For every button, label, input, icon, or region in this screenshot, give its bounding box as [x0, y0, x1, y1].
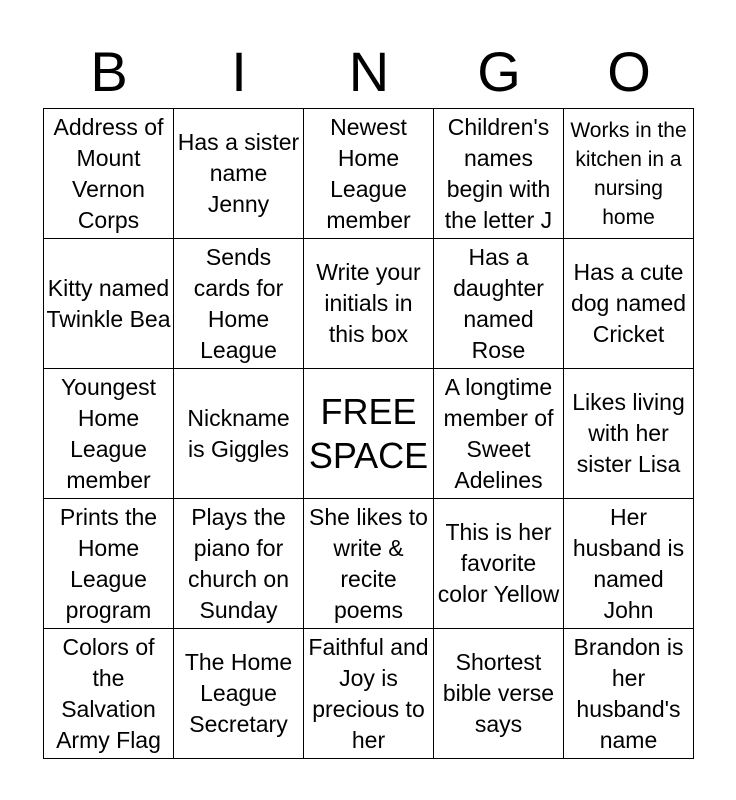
bingo-cell-r5-c2[interactable]: The Home League Secretary	[174, 629, 304, 759]
free-space-cell[interactable]: FREE SPACE	[304, 369, 434, 499]
header-letter-g: G	[477, 40, 521, 103]
bingo-cell-r4-c1[interactable]: Prints the Home League program	[44, 499, 174, 629]
bingo-cell-r5-c5[interactable]: Brandon is her husband's name	[564, 629, 694, 759]
header-letter-n: N	[348, 40, 390, 103]
bingo-cell-r2-c2[interactable]: Sends cards for Home League	[174, 239, 304, 369]
bingo-cell-r4-c5[interactable]: Her husband is named John	[564, 499, 694, 629]
bingo-cell-r5-c1[interactable]: Colors of the Salvation Army Flag	[44, 629, 174, 759]
bingo-cell-r3-c4[interactable]: A longtime member of Sweet Adelines	[434, 369, 564, 499]
bingo-cell-r4-c4[interactable]: This is her favorite color Yellow	[434, 499, 564, 629]
board-row-2	[44, 239, 694, 369]
board-row-1	[44, 109, 694, 239]
header-letter-o: O	[607, 40, 651, 103]
bingo-cell-r2-c5[interactable]: Has a cute dog named Cricket	[564, 239, 694, 369]
bingo-cell-r5-c4[interactable]: Shortest bible verse says	[434, 629, 564, 759]
header-letter-i: I	[231, 40, 247, 103]
bingo-cell-r2-c1[interactable]: Kitty named Twinkle Bea	[44, 239, 174, 369]
bingo-cell-r4-c2[interactable]: Plays the piano for church on Sunday	[174, 499, 304, 629]
bingo-header	[44, 36, 694, 108]
bingo-cell-r3-c1[interactable]: Youngest Home League member	[44, 369, 174, 499]
bingo-cell-r1-c1[interactable]: Address of Mount Vernon Corps	[44, 109, 174, 239]
bingo-cell-r1-c5[interactable]: Works in the kitchen in a nursing home	[564, 109, 694, 239]
bingo-cell-r1-c3[interactable]: Newest Home League member	[304, 109, 434, 239]
bingo-board	[43, 108, 694, 759]
bingo-cell-r5-c3[interactable]: Faithful and Joy is precious to her	[304, 629, 434, 759]
bingo-cell-r1-c4[interactable]: Children's names begin with the letter J	[434, 109, 564, 239]
bingo-cell-r1-c2[interactable]: Has a sister name Jenny	[174, 109, 304, 239]
board-row-5	[44, 629, 694, 759]
bingo-cell-r3-c5[interactable]: Likes living with her sister Lisa	[564, 369, 694, 499]
bingo-cell-r3-c2[interactable]: Nickname is Giggles	[174, 369, 304, 499]
header-letter-b: B	[90, 40, 128, 103]
bingo-cell-r4-c3[interactable]: She likes to write & recite poems	[304, 499, 434, 629]
board-row-3	[44, 369, 694, 499]
bingo-cell-r2-c3[interactable]: Write your initials in this box	[304, 239, 434, 369]
bingo-cell-r2-c4[interactable]: Has a daughter named Rose	[434, 239, 564, 369]
board-row-4	[44, 499, 694, 629]
